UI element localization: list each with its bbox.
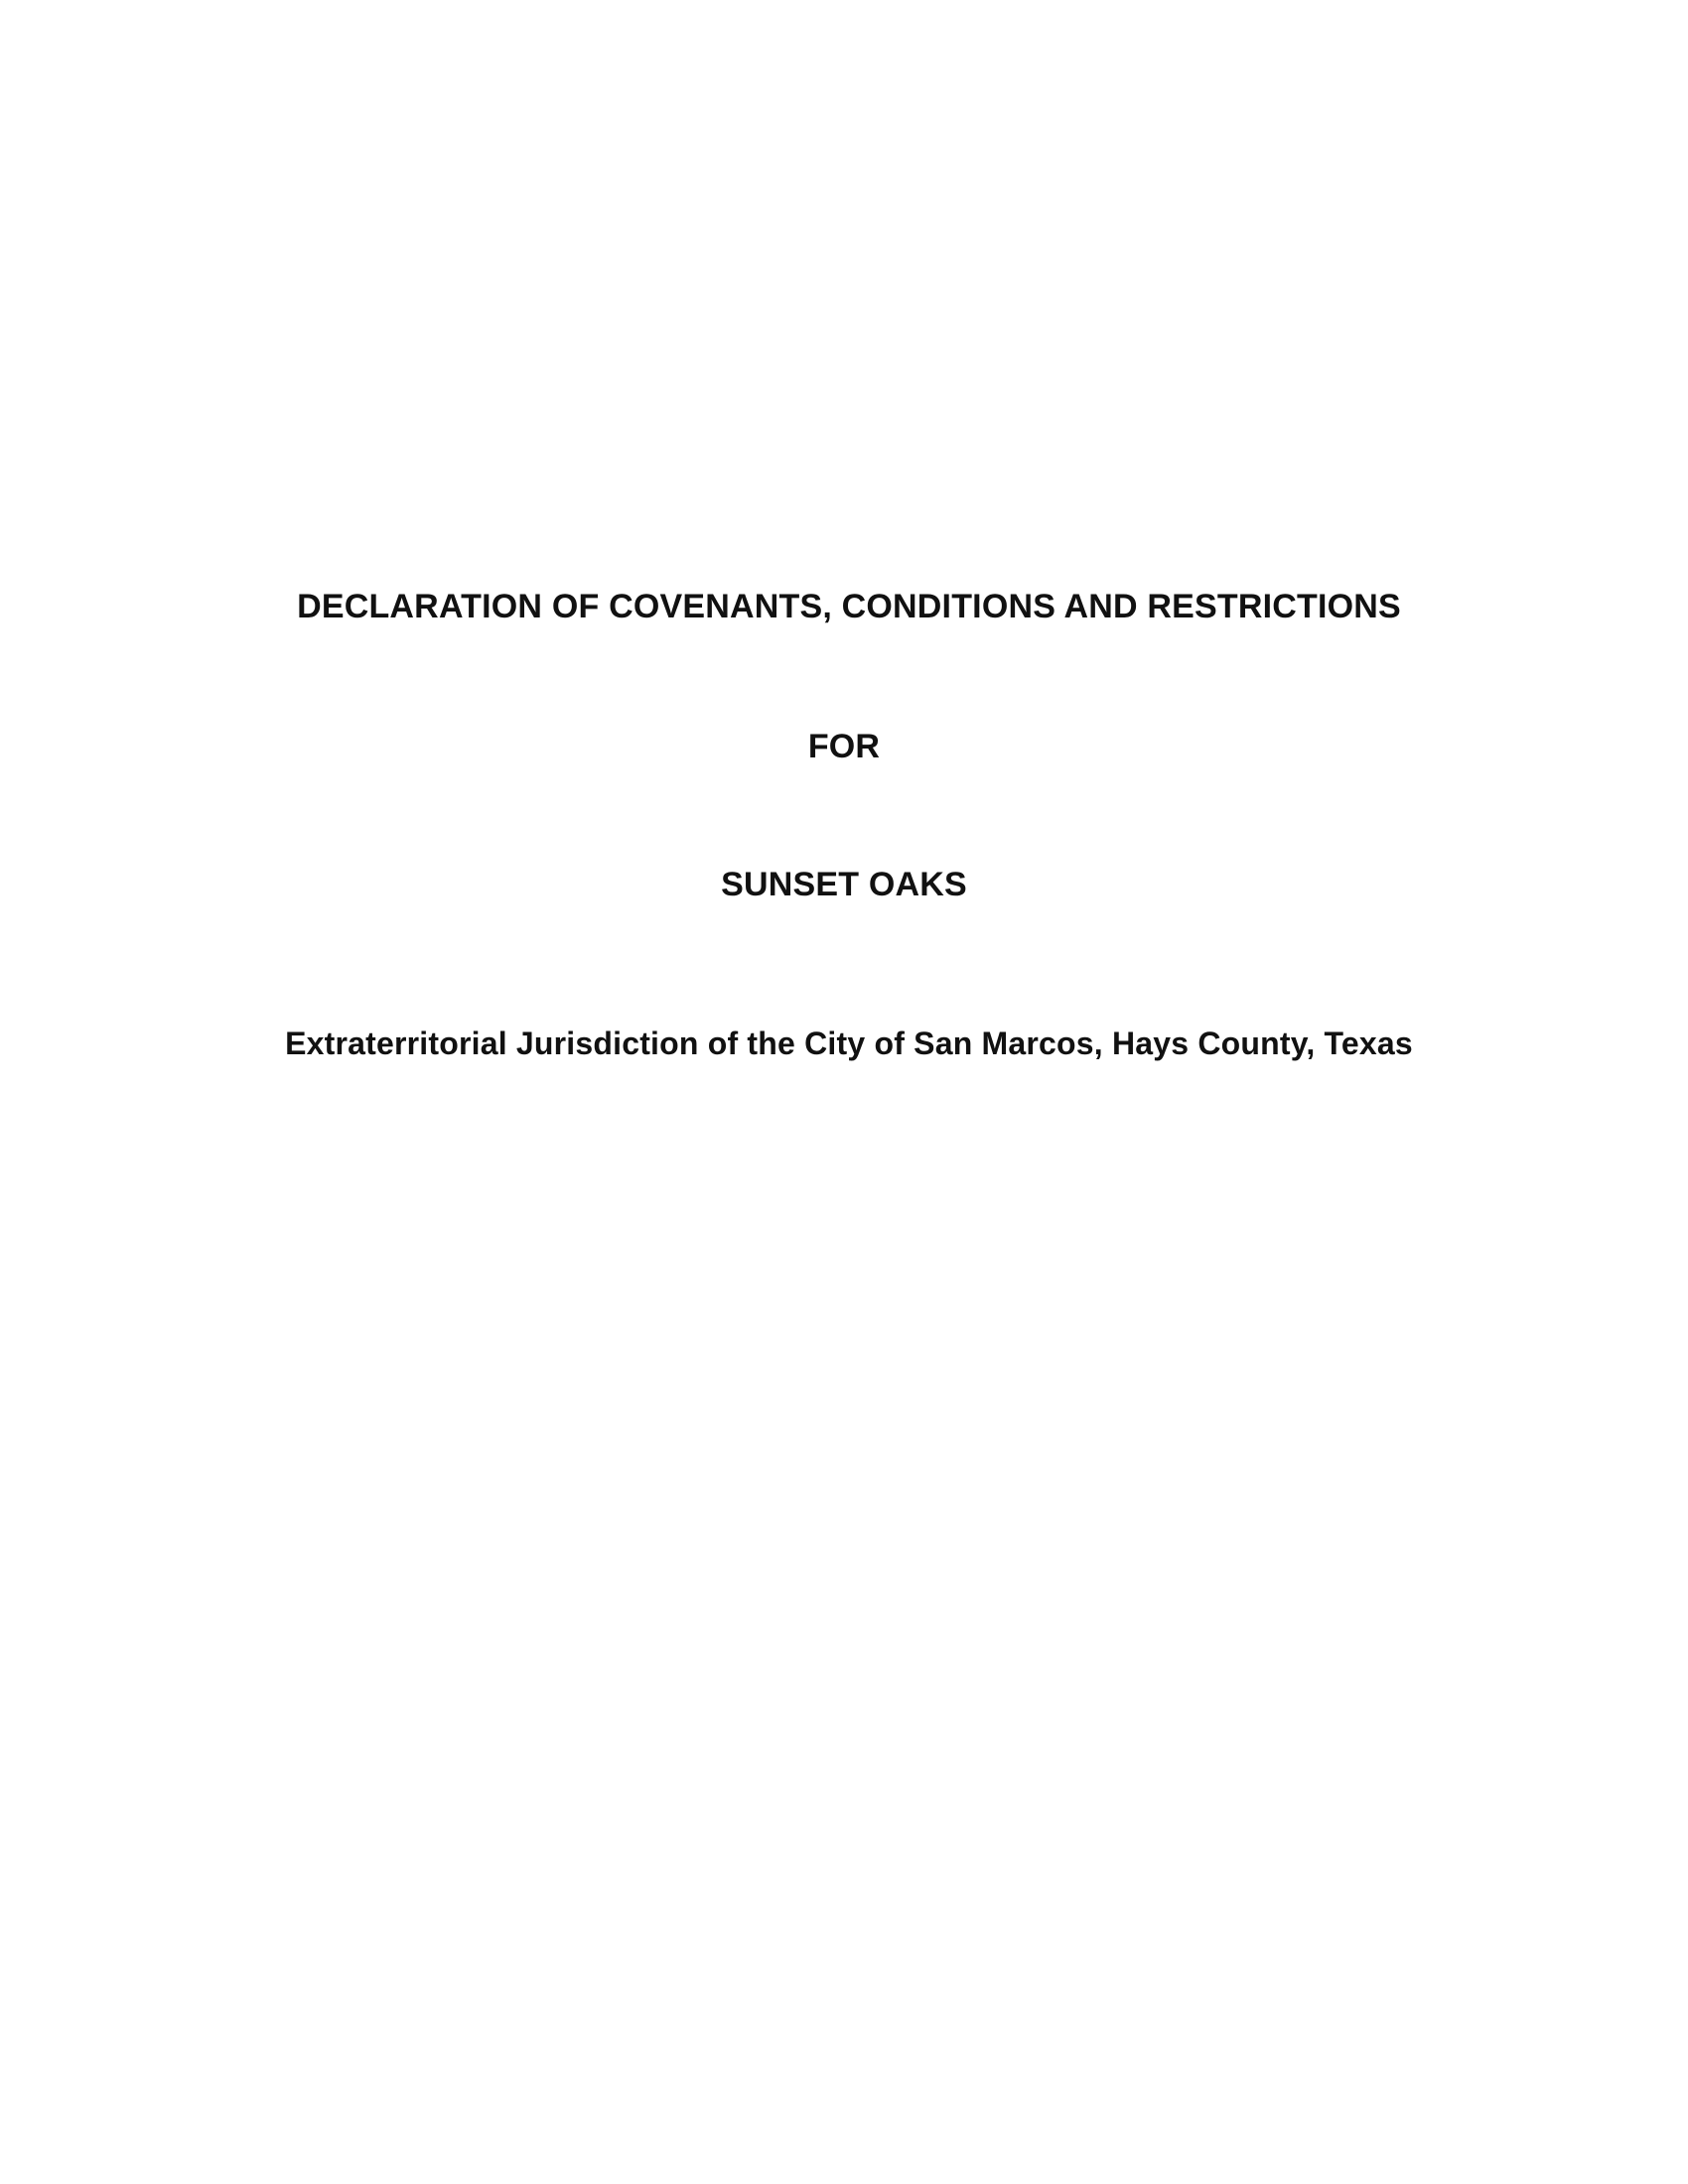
jurisdiction-line: Extraterritorial Jurisdiction of the City of San Marcos, Hays County, Texas <box>285 1025 1413 1061</box>
for-line: FOR <box>807 728 881 765</box>
document-title: DECLARATION OF COVENANTS, CONDITIONS AND RESTRICTIONS <box>297 588 1401 625</box>
subdivision-name: SUNSET OAKS <box>721 866 967 903</box>
